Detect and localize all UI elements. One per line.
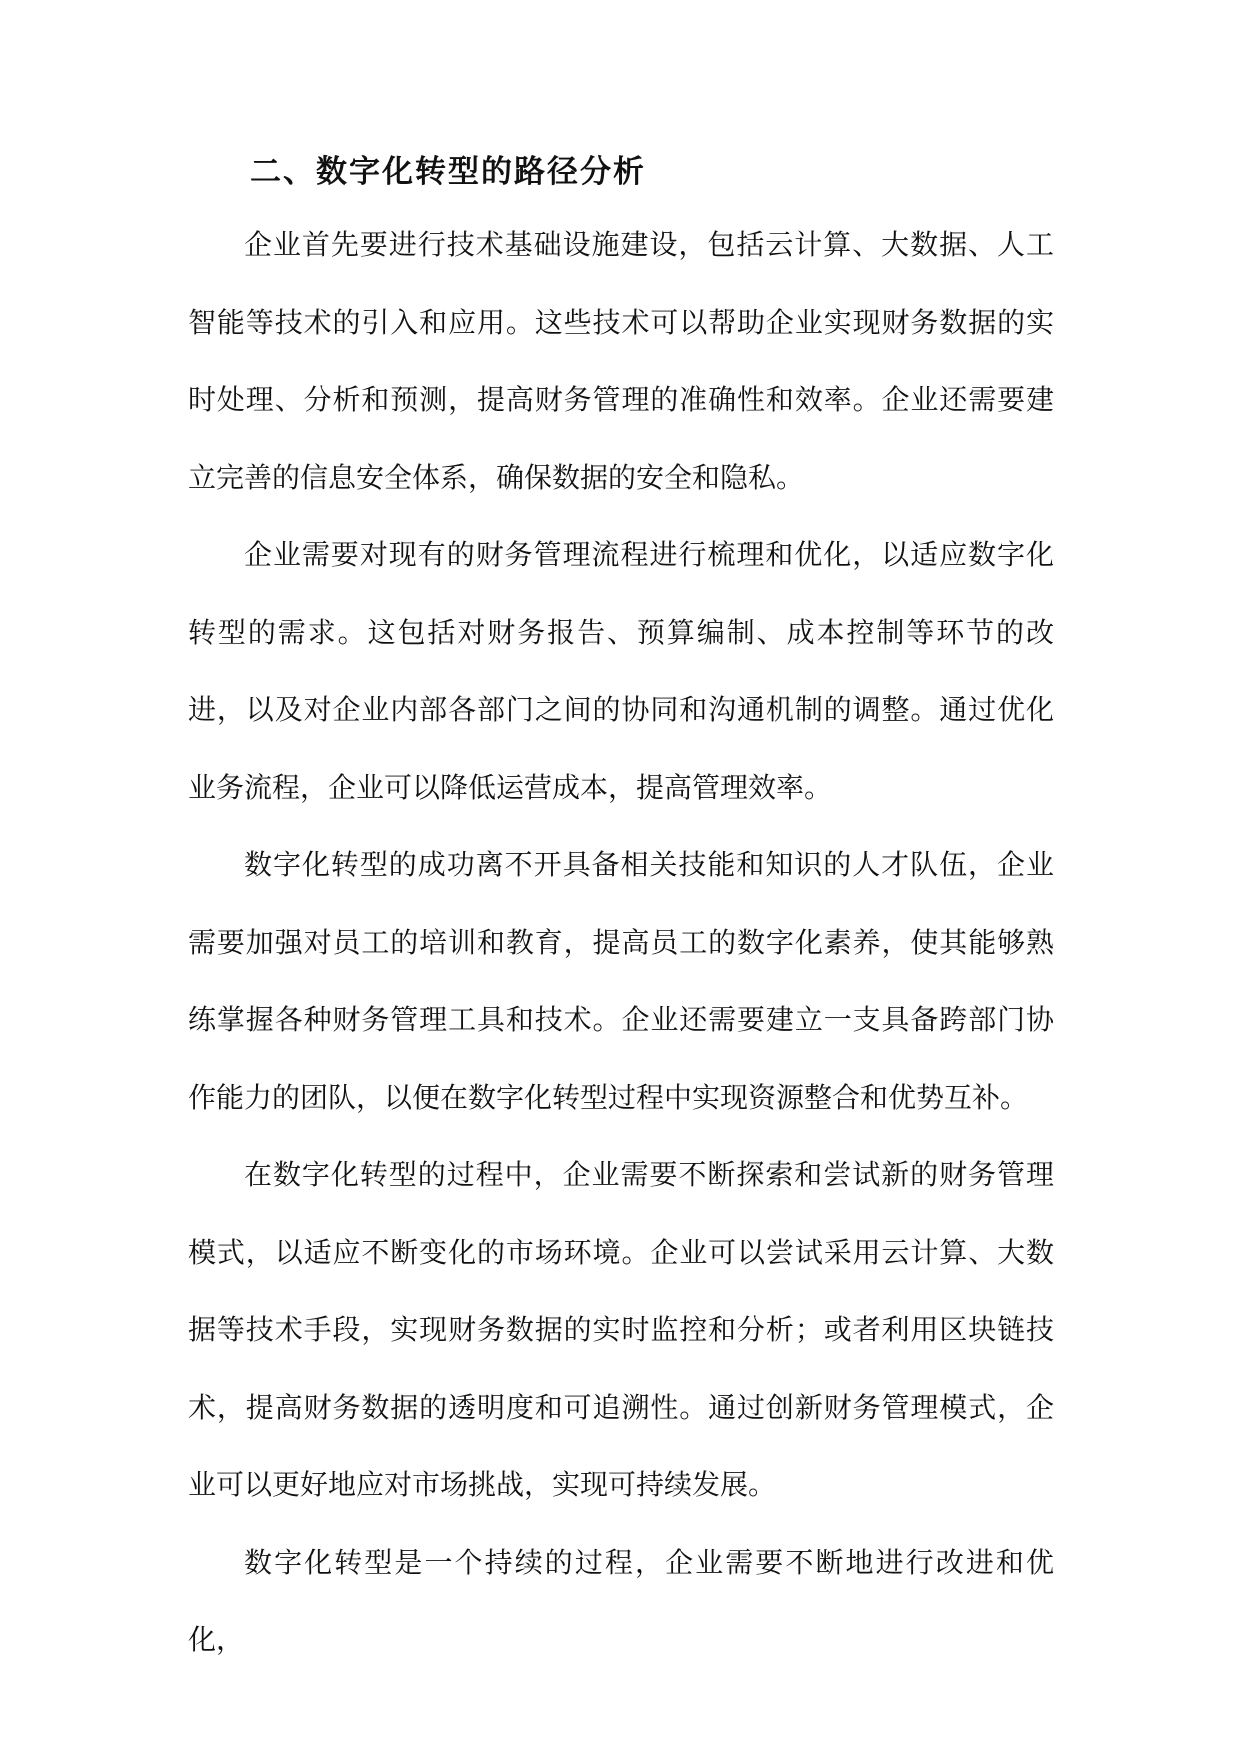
paragraph: 企业首先要进行技术基础设施建设，包括云计算、大数据、人工智能等技术的引入和应用。这些技术可以帮助企业实现财务数据的实时处理、分析和预测，提高财务管理的准确性和效率。企业还需要建立完善的信息安全体系，确保数据的安全和隐私。	[188, 228, 1054, 494]
paragraph: 数字化转型的成功离不开具备相关技能和知识的人才队伍，企业需要加强对员工的培训和教育，提高员工的数字化素养，使其能够熟练掌握各种财务管理工具和技术。企业还需要建立一支具备跨部门协作能力的团队，以便在数字化转型过程中实现资源整合和优势互补。	[188, 848, 1054, 1114]
paragraph: 企业需要对现有的财务管理流程进行梳理和优化，以适应数字化转型的需求。这包括对财务报告、预算编制、成本控制等环节的改进，以及对企业内部各部门之间的协同和沟通机制的调整。通过优化业务流程，企业可以降低运营成本，提高管理效率。	[188, 538, 1054, 804]
document-body	[188, 148, 1054, 1679]
section-heading: 二、数字化转型的路径分析	[250, 154, 646, 190]
paragraph: 在数字化转型的过程中，企业需要不断探索和尝试新的财务管理模式，以适应不断变化的市场环境。企业可以尝试采用云计算、大数据等技术手段，实现财务数据的实时监控和分析；或者利用区块链技术，提高财务数据的透明度和可追溯性。通过创新财务管理模式，企业可以更好地应对市场挑战，实现可持续发展。	[188, 1158, 1054, 1501]
paragraph: 数字化转型是一个持续的过程，企业需要不断地进行改进和优化，	[188, 1545, 1054, 1656]
